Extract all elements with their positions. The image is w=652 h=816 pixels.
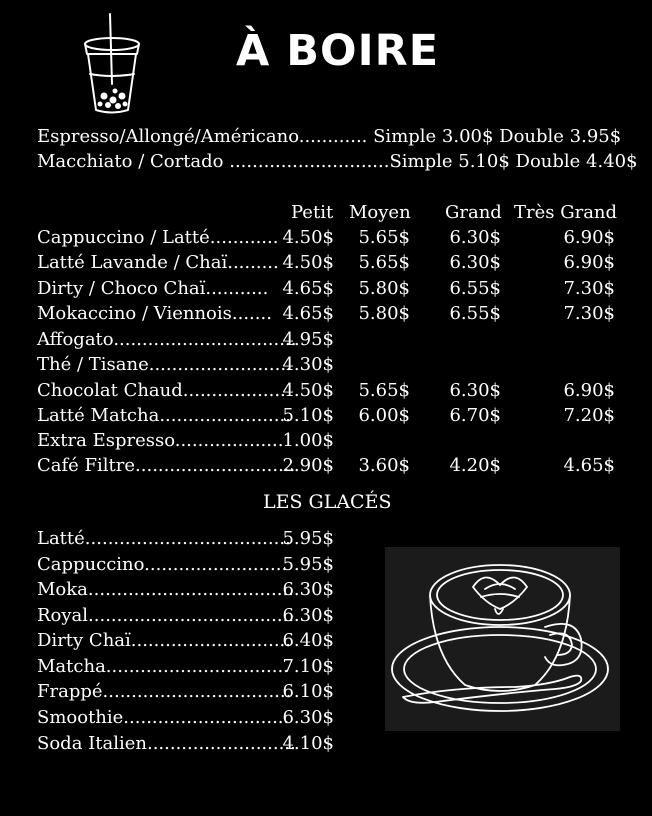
espresso-line: Espresso/Allongé/Américano............ Simple 3.00$ Double 3.95$	[37, 126, 622, 147]
drink-name: Latté Lavande / Chaï.........	[37, 252, 279, 273]
drink-name: Affogato................................	[37, 329, 297, 350]
price-tres-grand: 6.90$	[563, 227, 615, 248]
drink-name: Latté....................................	[37, 528, 291, 549]
price-moyen: 5.80$	[358, 303, 410, 324]
drink-name: Cappuccino / Latté............	[37, 227, 279, 248]
drink-name: Frappé.................................	[37, 681, 292, 702]
drink-price: 5.95$	[282, 554, 334, 575]
drink-price: 7.10$	[282, 656, 334, 677]
drink-price: 5.95$	[282, 528, 334, 549]
header-grand: Grand	[445, 202, 502, 223]
drink-name: Chocolat Chaud..................	[37, 380, 286, 401]
price-petit: 4.95$	[282, 329, 334, 350]
header-petit: Petit	[291, 202, 334, 223]
price-petit: 4.50$	[282, 380, 334, 401]
price-grand: 6.30$	[449, 380, 501, 401]
price-tres-grand: 7.20$	[563, 405, 615, 426]
iced-section-title: LES GLACÉS	[263, 491, 392, 513]
price-moyen: 6.00$	[358, 405, 410, 426]
price-grand: 4.20$	[449, 455, 501, 476]
price-moyen: 5.65$	[358, 380, 410, 401]
drink-name: Cappuccino.........................	[37, 554, 288, 575]
drink-name: Royal....................................	[37, 605, 295, 626]
bubble-tea-cup-icon	[80, 12, 144, 116]
header-moyen: Moyen	[349, 202, 411, 223]
price-moyen: 5.65$	[358, 227, 410, 248]
price-tres-grand: 7.30$	[563, 303, 615, 324]
price-tres-grand: 6.90$	[563, 380, 615, 401]
price-petit: 2.90$	[282, 455, 334, 476]
drink-name: Dirty Chaï............................	[37, 630, 291, 651]
price-moyen: 3.60$	[358, 455, 410, 476]
price-tres-grand: 7.30$	[563, 278, 615, 299]
drink-name: Mokaccino / Viennois.......	[37, 303, 272, 324]
price-petit: 4.50$	[282, 227, 334, 248]
drink-name: Dirty / Choco Chaï...........	[37, 278, 269, 299]
price-grand: 6.55$	[449, 303, 501, 324]
price-petit: 1.00$	[282, 430, 334, 451]
price-tres-grand: 4.65$	[563, 455, 615, 476]
drink-price: 6.30$	[282, 579, 334, 600]
price-petit: 4.65$	[282, 303, 334, 324]
price-tres-grand: 6.90$	[563, 252, 615, 273]
drink-name: Smoothie.............................	[37, 707, 290, 728]
price-petit: 4.30$	[282, 354, 334, 375]
drink-price: 6.10$	[282, 681, 334, 702]
drink-name: Soda Italien..........................	[37, 733, 296, 754]
price-grand: 6.30$	[449, 252, 501, 273]
drink-price: 6.30$	[282, 707, 334, 728]
price-grand: 6.30$	[449, 227, 501, 248]
price-petit: 5.10$	[282, 405, 334, 426]
drink-name: Moka....................................	[37, 579, 294, 600]
coffee-cup-illustration	[385, 547, 620, 731]
macchiato-line: Macchiato / Cortado ............................Simple 5.10$ Double 4.40$	[37, 151, 638, 172]
price-grand: 6.55$	[449, 278, 501, 299]
drink-price: 6.30$	[282, 605, 334, 626]
price-petit: 4.65$	[282, 278, 334, 299]
price-grand: 6.70$	[449, 405, 501, 426]
drink-price: 6.40$	[282, 630, 334, 651]
price-moyen: 5.65$	[358, 252, 410, 273]
drink-name: Café Filtre............................	[37, 455, 296, 476]
price-petit: 4.50$	[282, 252, 334, 273]
drink-name: Extra Espresso...................	[37, 430, 284, 451]
drink-name: Latté Matcha.......................	[37, 405, 291, 426]
page-title: À BOIRE	[236, 26, 440, 76]
price-moyen: 5.80$	[358, 278, 410, 299]
drink-price: 4.10$	[282, 733, 334, 754]
header-tres-grand: Très Grand	[514, 202, 618, 223]
drink-name: Matcha................................	[37, 656, 289, 677]
latte-cup-icon	[385, 547, 620, 731]
drink-name: Thé / Tisane.........................	[37, 354, 292, 375]
